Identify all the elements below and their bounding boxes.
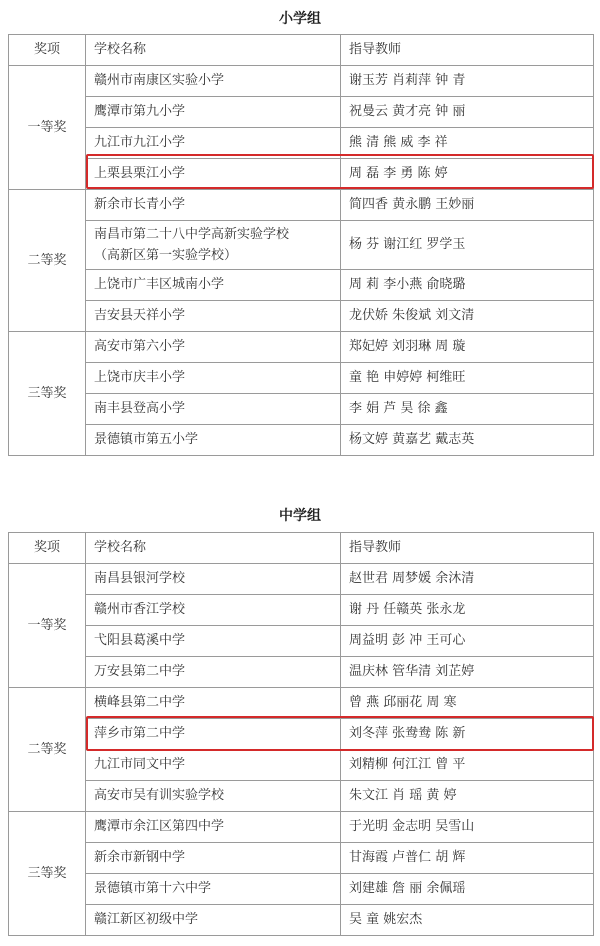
header-teachers: 指导教师 [341,533,594,564]
table-row [9,688,594,719]
table-row [9,626,594,657]
teachers-cell: 熊 清 熊 威 李 祥 [341,128,594,159]
award-cell: 二等奖 [9,190,86,332]
teachers-cell: 谢 丹 任赣英 张永龙 [341,595,594,626]
school-cell: 景德镇市第十六中学 [86,874,341,905]
table-row [9,905,594,936]
teachers-cell: 简四香 黄永鹏 王妙丽 [341,190,594,221]
teachers-cell: 杨 芬 谢江红 罗学玉 [341,221,594,270]
teachers-cell: 甘海霞 卢普仁 胡 辉 [341,843,594,874]
award-cell: 一等奖 [9,564,86,688]
table-row [9,843,594,874]
school-cell: 鹰潭市余江区第四中学 [86,812,341,843]
teachers-cell: 刘精柳 何江江 曾 平 [341,750,594,781]
teachers-cell: 周 磊 李 勇 陈 婷 [341,159,594,190]
middle-table [8,532,594,936]
school-cell: 弋阳县葛溪中学 [86,626,341,657]
table-row [9,812,594,843]
school-cell: 新余市新钢中学 [86,843,341,874]
teachers-cell: 童 艳 申婷婷 柯维旺 [341,363,594,394]
table-header-row [9,35,594,66]
table-header-row [9,533,594,564]
school-line-2: （高新区第一实验学校） [94,248,238,263]
table-row [9,221,594,270]
table-row [9,595,594,626]
table-row [9,874,594,905]
teachers-cell: 曾 燕 邱丽花 周 寒 [341,688,594,719]
table-row [9,66,594,97]
table-row [9,270,594,301]
school-cell: 上栗县栗江小学 [86,159,341,190]
header-teachers: 指导教师 [341,35,594,66]
teachers-cell: 赵世君 周梦媛 余沐清 [341,564,594,595]
award-cell: 二等奖 [9,688,86,812]
school-cell: 新余市长青小学 [86,190,341,221]
school-cell: 鹰潭市第九小学 [86,97,341,128]
award-cell: 一等奖 [9,66,86,190]
table-row [9,657,594,688]
header-award: 奖项 [9,35,86,66]
table-row [9,425,594,456]
teachers-cell: 周益明 彭 冲 王可心 [341,626,594,657]
school-cell: 吉安县天祥小学 [86,301,341,332]
header-school: 学校名称 [86,35,341,66]
teachers-cell: 郑妃婷 刘羽琳 周 璇 [341,332,594,363]
table-row [9,190,594,221]
school-line-1: 南昌市第二十八中学高新实验学校 [94,227,290,242]
primary-section [0,6,600,32]
school-cell: 九江市九江小学 [86,128,341,159]
header-school: 学校名称 [86,533,341,564]
school-cell: 高安市吴有训实验学校 [86,781,341,812]
school-cell: 萍乡市第二中学 [86,719,341,750]
table-row [9,332,594,363]
school-cell: 景德镇市第五小学 [86,425,341,456]
teachers-cell: 龙伏娇 朱俊斌 刘文清 [341,301,594,332]
school-cell: 万安县第二中学 [86,657,341,688]
school-cell: 上饶市广丰区城南小学 [86,270,341,301]
middle-section [0,503,600,529]
table-row [9,394,594,425]
table-row [9,750,594,781]
table-row [9,301,594,332]
school-cell: 赣江新区初级中学 [86,905,341,936]
school-cell: 南丰县登高小学 [86,394,341,425]
teachers-cell: 祝曼云 黄才亮 钟 丽 [341,97,594,128]
teachers-cell: 李 娟 芦 昊 徐 鑫 [341,394,594,425]
teachers-cell: 刘冬萍 张鸯鸯 陈 新 [341,719,594,750]
teachers-cell: 温庆林 管华清 刘芷婷 [341,657,594,688]
table-row [9,719,594,750]
teachers-cell: 朱文江 肖 瑶 黄 婷 [341,781,594,812]
school-cell [86,221,341,270]
teachers-cell: 杨文婷 黄嘉艺 戴志英 [341,425,594,456]
school-cell: 横峰县第二中学 [86,688,341,719]
table-row [9,781,594,812]
teachers-cell: 周 莉 李小燕 俞晓璐 [341,270,594,301]
primary-table [8,34,594,456]
teachers-cell: 刘建雄 詹 丽 余佩瑶 [341,874,594,905]
table-row [9,363,594,394]
table-row [9,564,594,595]
middle-title: 中学组 [279,508,321,524]
school-cell: 南昌县银河学校 [86,564,341,595]
award-cell: 三等奖 [9,812,86,936]
school-cell: 赣州市香江学校 [86,595,341,626]
teachers-cell: 吴 童 姚宏杰 [341,905,594,936]
teachers-cell: 于光明 金志明 吴雪山 [341,812,594,843]
primary-title: 小学组 [279,11,321,27]
award-cell: 三等奖 [9,332,86,456]
school-cell: 高安市第六小学 [86,332,341,363]
teachers-cell: 谢玉芳 肖莉萍 钟 青 [341,66,594,97]
table-row [9,159,594,190]
school-cell: 九江市同文中学 [86,750,341,781]
header-award: 奖项 [9,533,86,564]
table-row [9,97,594,128]
table-row [9,128,594,159]
school-cell: 上饶市庆丰小学 [86,363,341,394]
school-cell: 赣州市南康区实验小学 [86,66,341,97]
